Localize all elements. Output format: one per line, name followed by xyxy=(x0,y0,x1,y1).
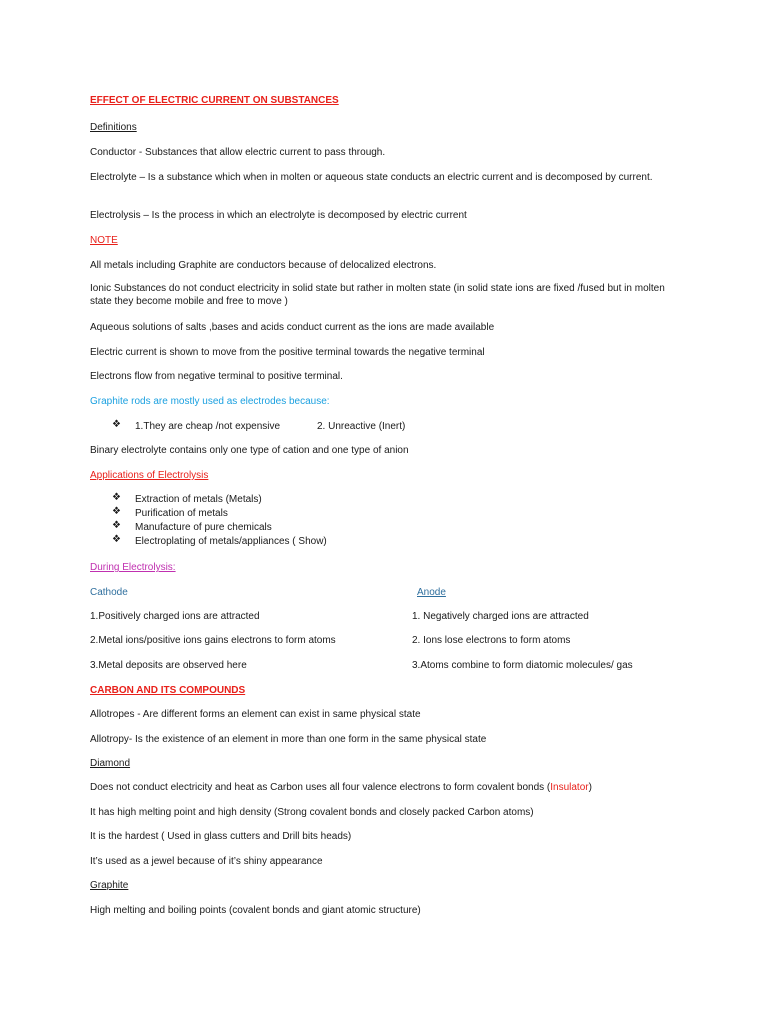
diamond-bullet-icon: ❖ xyxy=(112,492,121,503)
electrolyte-definition: Electrolyte – Is a substance which when in molten or aqueous state conducts an electric current and is decomposed by current. xyxy=(90,172,653,183)
note-item: Electrons flow from negative terminal to positive terminal. xyxy=(90,371,343,382)
insulator-label: Insulator xyxy=(550,782,589,793)
diamond-fact-text: Does not conduct electricity and heat as Carbon uses all four valence electrons to form covalent bonds ( xyxy=(90,782,551,793)
application-item: Electroplating of metals/appliances ( Show) xyxy=(135,536,327,547)
definitions-heading: Definitions xyxy=(90,122,137,133)
diamond-bullet-icon: ❖ xyxy=(112,506,121,517)
graphite-rods-heading: Graphite rods are mostly used as electrodes because: xyxy=(90,396,330,407)
page-title: EFFECT OF ELECTRIC CURRENT ON SUBSTANCES xyxy=(90,95,339,106)
diamond-fact: It’s used as a jewel because of it’s shiny appearance xyxy=(90,856,323,867)
application-item: Extraction of metals (Metals) xyxy=(135,494,262,505)
conductor-definition: Conductor - Substances that allow electric current to pass through. xyxy=(90,147,386,158)
carbon-heading: CARBON AND ITS COMPOUNDS xyxy=(90,685,246,696)
cathode-item: 1.Positively charged ions are attracted xyxy=(90,611,260,622)
anode-item: 1. Negatively charged ions are attracted xyxy=(412,611,589,622)
anode-item: 3.Atoms combine to form diatomic molecules/ gas xyxy=(412,660,633,671)
diamond-bullet-icon: ❖ xyxy=(112,534,121,545)
anode-item: 2. Ions lose electrons to form atoms xyxy=(412,635,571,646)
application-item: Manufacture of pure chemicals xyxy=(135,522,272,533)
note-item: All metals including Graphite are conductors because of delocalized electrons. xyxy=(90,260,437,271)
graphite-fact: High melting and boiling points (covalent bonds and giant atomic structure) xyxy=(90,905,421,916)
graphite-reason: 1.They are cheap /not expensive xyxy=(135,421,281,432)
note-item: Aqueous solutions of salts ,bases and acids conduct current as the ions are made available xyxy=(90,322,495,333)
binary-electrolyte-text: Binary electrolyte contains only one type of cation and one type of anion xyxy=(90,445,409,456)
electrolysis-definition: Electrolysis – Is the process in which an electrolyte is decomposed by electric current xyxy=(90,210,467,221)
cathode-item: 2.Metal ions/positive ions gains electrons to form atoms xyxy=(90,635,336,646)
diamond-bullet-icon: ❖ xyxy=(112,419,121,430)
diamond-fact-close: ) xyxy=(588,782,592,793)
diamond-fact: It is the hardest ( Used in glass cutters and Drill bits heads) xyxy=(90,831,352,842)
graphite-reason: 2. Unreactive (Inert) xyxy=(317,421,406,432)
application-item: Purification of metals xyxy=(135,508,228,519)
applications-heading: Applications of Electrolysis xyxy=(90,470,209,481)
diamond-fact xyxy=(90,781,592,794)
note-item: Electric current is shown to move from the positive terminal towards the negative terminal xyxy=(90,347,485,358)
cathode-item: 3.Metal deposits are observed here xyxy=(90,660,247,671)
allotropy-definition: Allotropy- Is the existence of an element in more than one form in the same physical state xyxy=(90,734,487,745)
diamond-bullet-icon: ❖ xyxy=(112,520,121,531)
cathode-heading: Cathode xyxy=(90,587,128,598)
allotropes-definition: Allotropes - Are different forms an element can exist in same physical state xyxy=(90,709,421,720)
note-heading: NOTE xyxy=(90,235,118,246)
note-item: Ionic Substances do not conduct electricity in solid state but rather in molten state (in solid state ions are fixed /fused but in molten state they become mobile and free to move ) xyxy=(90,283,665,307)
diamond-heading: Diamond xyxy=(90,758,131,769)
diamond-fact: It has high melting point and high density (Strong covalent bonds and closely packed Carbon atoms) xyxy=(90,807,534,818)
anode-heading: Anode xyxy=(417,587,446,598)
during-electrolysis-heading: During Electrolysis: xyxy=(90,562,176,573)
graphite-heading: Graphite xyxy=(90,880,129,891)
